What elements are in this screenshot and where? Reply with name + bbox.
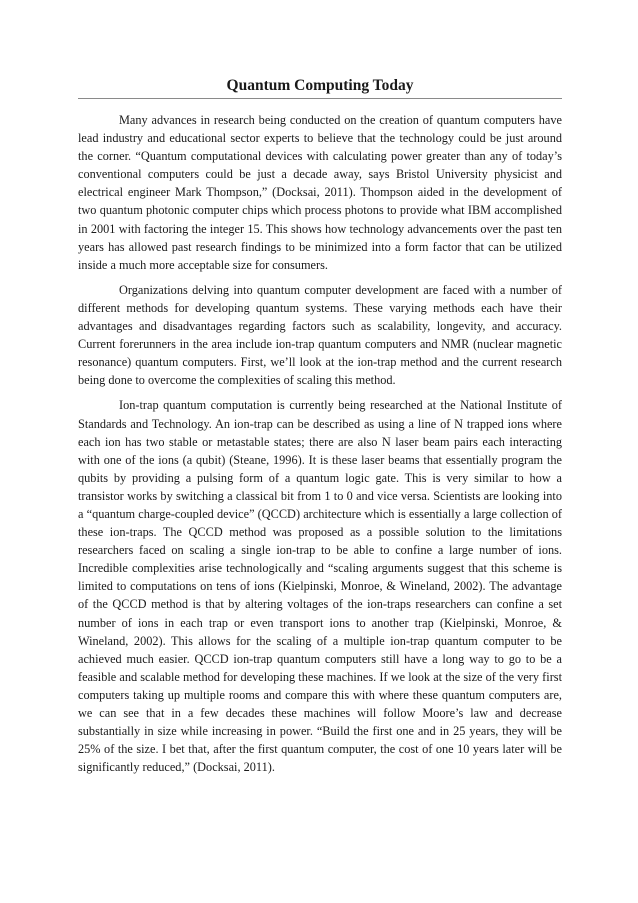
- title-divider: [78, 98, 562, 99]
- paragraph-3: Ion-trap quantum computation is currently being researched at the National Institute of Standards and Technology. An ion-trap can be described as using a line of N trapped ions where each ion has two stable or metastable states; there are also N laser beam pairs each interacting with one of the ions (a qubit) (Steane, 1996). It is these laser beams that essentially program the qubits by providing a pulsing form of a quantum logic gate. This is very similar to how a transistor works by switching a classical bit from 1 to 0 and vice versa. Scientists are looking into a “quantum charge-coupled device” (QCCD) architecture which is essentially a large collection of these ion-traps. The QCCD method was proposed as a possible solution to the limitations researchers faced on scaling a single ion-trap to be able to confine a large number of ions. Incredible complexities arise technologically and “scaling arguments suggest that this scheme is limited to computations on tens of ions (Kielpinski, Monroe, & Wineland, 2002). The advantage of the QCCD method is that by altering voltages of the ion-traps researchers can confine a set number of ions in each trap or even transport ions to another trap (Kielpinski, Monroe, & Wineland, 2002). This allows for the scaling of a multiple ion-trap quantum computer to be achieved much easier. QCCD ion-trap quantum computers still have a long way to go to be a feasible and scalable method for developing these machines. If we look at the size of the very first computers taking up multiple rooms and compare this with where these quantum computers are, we can see that in a few decades these machines will follow Moore’s law and decrease substantially in size while increasing in power. “Build the first one and in 25 years, they will be 25% of the size. I bet that, after the first quantum computer, the cost of one 10 years later will be significantly reduced,” (Docksai, 2011).: [78, 398, 562, 775]
- document-body: [78, 111, 562, 783]
- paragraph-2: Organizations delving into quantum computer development are faced with a number of different methods for developing quantum systems. These varying methods each have their advantages and disadvantages regarding factors such as scalability, longevity, and accuracy. Current forerunners in the area include ion-trap quantum computers and NMR (nuclear magnetic resonance) quantum computers. First, we’ll look at the ion-trap method and the current research being done to overcome the complexities of scaling this method.: [78, 282, 562, 388]
- paragraph-1: Many advances in research being conducted on the creation of quantum computers have lead industry and educational sector experts to believe that the technology could be just around the corner. “Quantum computational devices with calculating power greater than any of today’s conventional computers could be just a decade away, says Bristol University physicist and electrical engineer Mark Thompson,” (Docksai, 2011). Thompson aided in the development of two quantum photonic computer chips which process photons to provide what IBM accomplished in 2001 with factoring the integer 15. This shows how technology advancements over the past ten years has allowed past research findings to be minimized into a form factor that can be utilized inside a much more acceptable size for consumers.: [78, 113, 562, 272]
- page-title: Quantum Computing Today: [226, 77, 414, 94]
